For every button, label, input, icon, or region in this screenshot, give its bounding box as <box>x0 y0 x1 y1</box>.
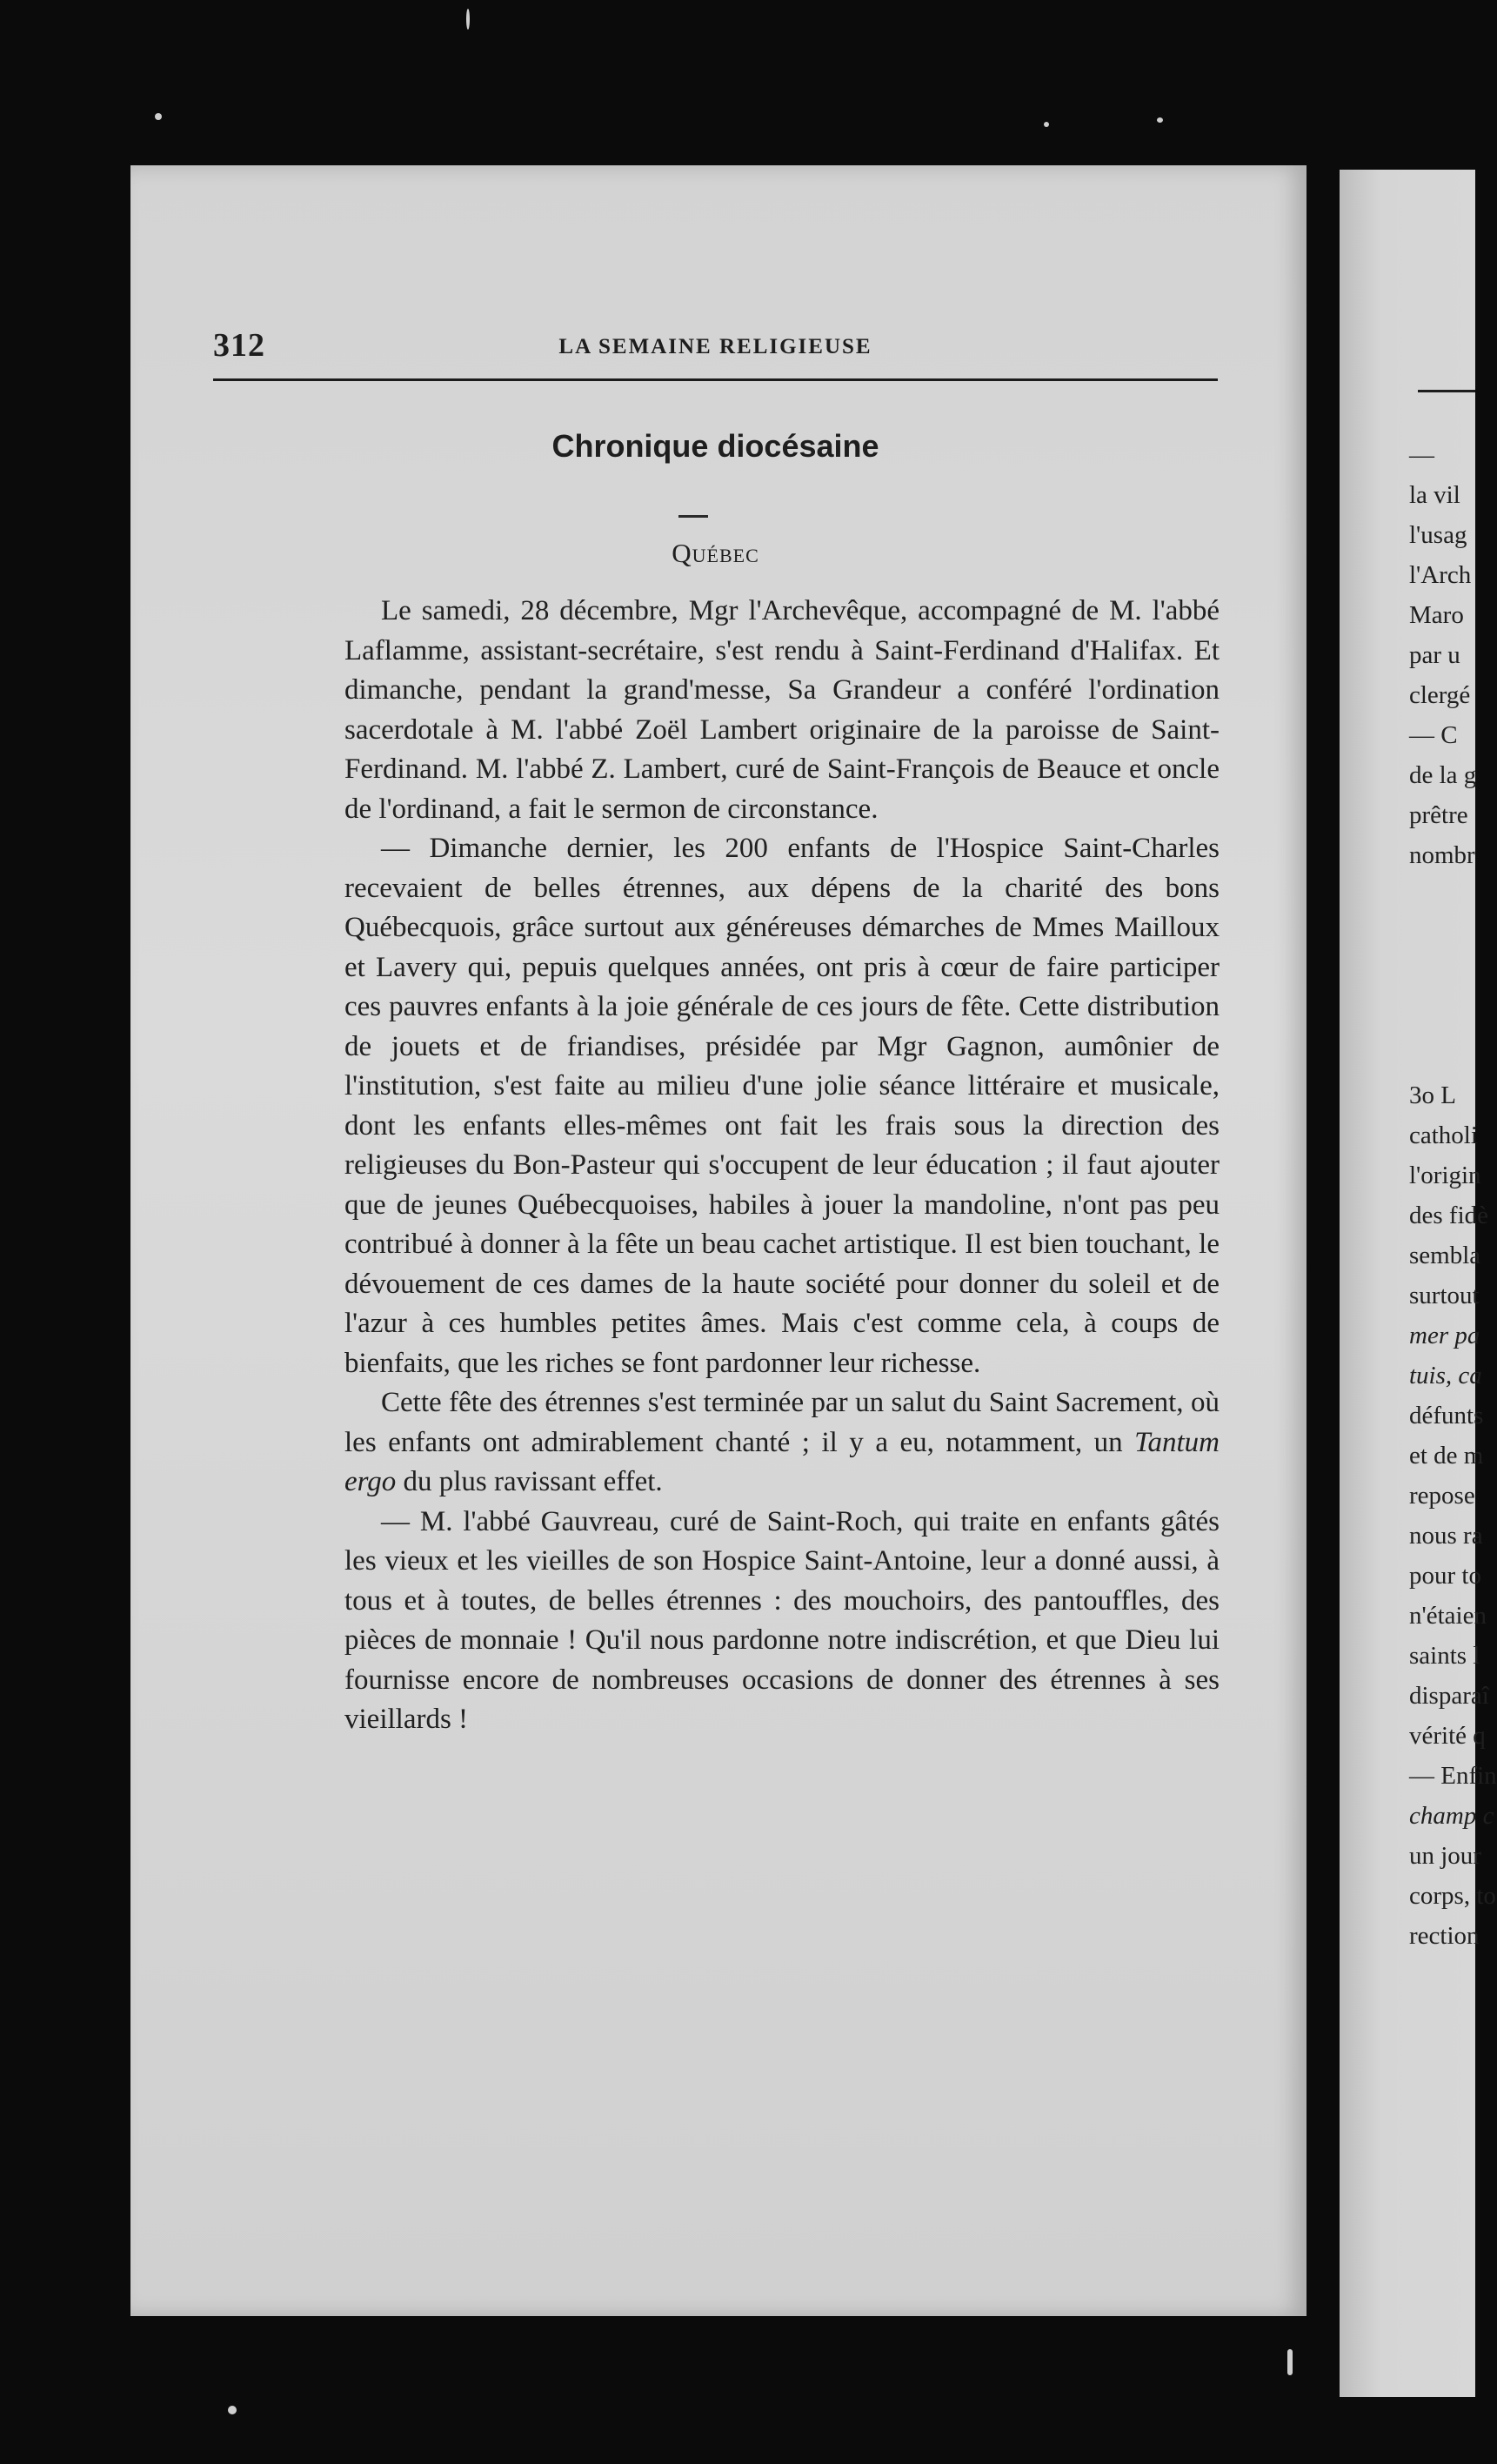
article-body <box>344 592 1220 1740</box>
fragment-line: de la g <box>1409 761 1477 789</box>
paragraph-text: du plus ravissant effet. <box>396 1466 663 1497</box>
fragment-line: Maro <box>1409 601 1464 629</box>
fragment-line: — C <box>1409 721 1458 749</box>
section-title: Chronique diocésaine <box>551 428 879 464</box>
fragment-line <box>1409 1035 1475 1075</box>
scan-speck <box>155 113 162 120</box>
fragment-line: un jour <box>1409 1842 1481 1870</box>
paragraph <box>344 1383 1220 1503</box>
fragment-line: prêtre <box>1409 801 1468 829</box>
fragment-line: rection <box>1409 1922 1480 1950</box>
scan-speck <box>228 2406 237 2414</box>
fragment-line <box>1409 995 1475 1035</box>
fragment-line: vérité q <box>1409 1722 1486 1750</box>
fragment-line: pour to <box>1409 1562 1481 1590</box>
fragment-line: sembla <box>1409 1242 1481 1269</box>
page-number: 312 <box>213 327 265 364</box>
fragment-line <box>1409 955 1475 995</box>
fragment-line: disparaî <box>1409 1682 1489 1710</box>
fragment-line: l'origin <box>1409 1162 1481 1189</box>
section-subtitle: Québec <box>672 538 759 568</box>
adjacent-page-text <box>1409 435 1497 1956</box>
fragment-line: surtout <box>1409 1282 1480 1309</box>
scan-speck <box>1157 117 1163 123</box>
fragment-line: l'usag <box>1409 521 1467 549</box>
fragment-line: des fidè <box>1409 1202 1488 1229</box>
fragment-line: catholi <box>1409 1122 1478 1149</box>
fragment-line: repose <box>1409 1482 1475 1510</box>
paragraph: — Dimanche dernier, les 200 enfants de l'Hospice Saint-Charles recevaient de belles étrennes, aux dépens de la charité des bons Québecquois, grâce surtout aux généreuses démarches de Mmes Mailloux et Lavery qui, pepuis quelques années, ont pris à cœur de faire participer ces pauvres enfants à la joie générale de ces jours de fête. Cette distribution de jouets et de friandises, présidée par Mgr Gagnon, aumônier de l'institution, s'est faite au milieu d'une jolie séance littéraire et musicale, dont les enfants elles-mêmes ont fait les frais sous la direction des religieuses du Bon-Pasteur qui s'occupent de leur éducation ; il faut ajouter que de jeunes Québecquoises, habiles à jouer la mandoline, n'ont pas peu contribué à donner à la fête un beau cachet artistique. Il est bien touchant, le dévouement de ces dames de la haute société pour donner du soleil et de l'azur à ces humbles petites âmes. Mais c'est comme cela, à coups de bienfaits, que les riches se font pardonner leur richesse. <box>344 833 1220 1379</box>
fragment-line: défunts <box>1409 1402 1484 1430</box>
fragment-line: saints l <box>1409 1642 1480 1670</box>
fragment-line: — Enfin <box>1409 1762 1497 1790</box>
fragment-line <box>1409 875 1475 915</box>
scan-speck <box>1287 2349 1293 2375</box>
fragment-line: champ c <box>1409 1802 1494 1830</box>
fragment-line: tuis, ca <box>1409 1362 1482 1389</box>
fragment-line <box>1409 915 1475 955</box>
fragment-line: 3o L <box>1409 1081 1456 1109</box>
fragment-line: — <box>1409 441 1434 469</box>
scan-speck <box>466 9 470 30</box>
paragraph: Le samedi, 28 décembre, Mgr l'Archevêque, accompagné de M. l'abbé Laflamme, assistant-secrétaire, s'est rendu à Saint-Ferdinand d'Halifax. Et dimanche, pendant la grand'messe, Sa Grandeur a conféré l'ordination sacerdotale à M. l'abbé Zoël Lambert originaire de la paroisse de Saint-Ferdinand. M. l'abbé Z. Lambert, curé de Saint-François de Beauce et oncle de l'ordinand, a fait le sermon de circonstance. <box>344 595 1220 825</box>
page-header <box>213 318 1218 381</box>
fragment-line: corps, to <box>1409 1882 1496 1910</box>
fragment-line: par u <box>1409 641 1460 669</box>
scan-speck <box>1044 122 1049 127</box>
paragraph-text: Cette fête des étrennes s'est terminée par un salut du Saint Sacrement, où les enfants ont admirablement chanté ; il y a eu, notamment, un <box>344 1387 1220 1458</box>
fragment-line: nombr <box>1409 841 1475 869</box>
paragraph: — M. l'abbé Gauvreau, curé de Saint-Roch, qui traite en enfants gâtés les vieux et les vieilles de son Hospice Saint-Antoine, leur a donné aussi, à tous et à toutes, de belles étrennes : des mouchoirs, des pantouffles, des pièces de monnaie ! Qu'il nous pardonne notre indiscrétion, et que Dieu lui fournisse encore de nombreuses occasions de donner des étrennes à ses vieillards ! <box>344 1505 1220 1735</box>
fragment-line: l'Arch <box>1409 561 1472 589</box>
fragment-line: nous ra <box>1409 1522 1483 1550</box>
adjacent-page-rule <box>1418 390 1475 392</box>
fragment-line: mer pa <box>1409 1322 1480 1349</box>
fragment-line: clergé <box>1409 681 1471 709</box>
fragment-line: la vil <box>1409 481 1460 509</box>
italic-title: Tantum ergo <box>344 1426 1220 1497</box>
fragment-line: et de m <box>1409 1442 1484 1470</box>
fragment-line: n'étaien <box>1409 1602 1487 1630</box>
running-title: LA SEMAINE RELIGIEUSE <box>558 335 872 358</box>
title-divider <box>678 515 708 518</box>
